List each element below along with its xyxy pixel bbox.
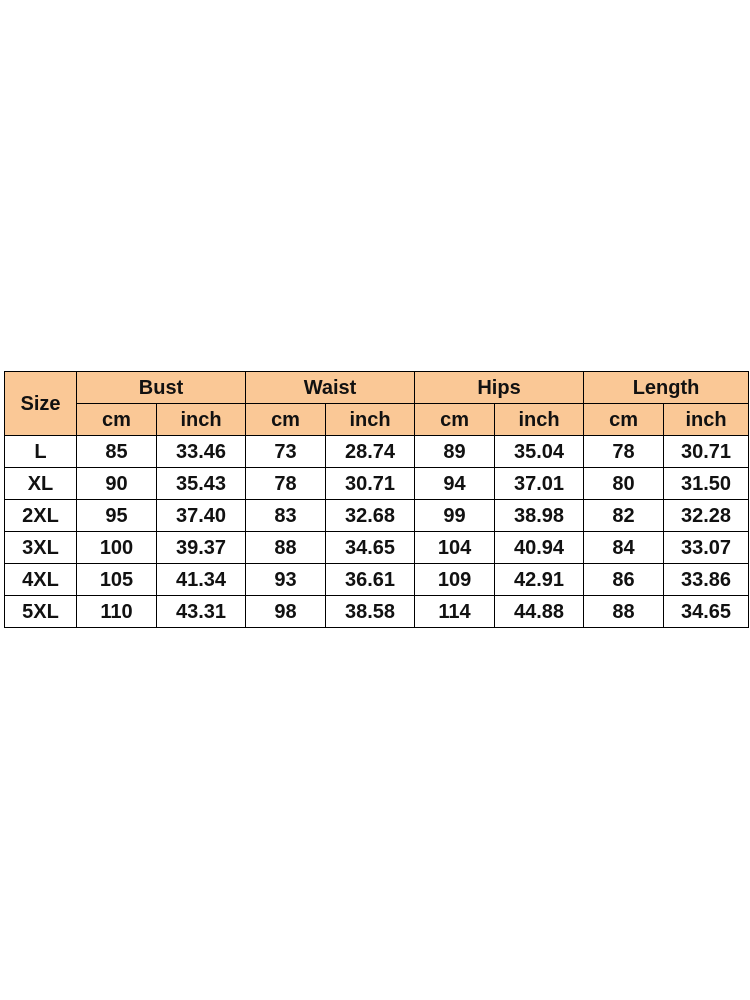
length-cm-cell: 80 xyxy=(584,468,664,500)
bust-cm-cell: 110 xyxy=(77,596,157,628)
waist-inch-cell: 28.74 xyxy=(326,436,415,468)
table-row xyxy=(5,468,749,500)
table-row xyxy=(5,596,749,628)
length-inch-cell: 30.71 xyxy=(664,436,749,468)
hips-cm-cell: 104 xyxy=(415,532,495,564)
hips-cm-cell: 89 xyxy=(415,436,495,468)
bust-inch-cell: 37.40 xyxy=(157,500,246,532)
bust-cm-cell: 85 xyxy=(77,436,157,468)
hips-inch-cell: 38.98 xyxy=(495,500,584,532)
length-inch-cell: 32.28 xyxy=(664,500,749,532)
length-cm-cell: 82 xyxy=(584,500,664,532)
bust-header: Bust xyxy=(77,372,246,404)
length-inch-cell: 34.65 xyxy=(664,596,749,628)
bust-cm-cell: 90 xyxy=(77,468,157,500)
waist-cm-cell: 83 xyxy=(246,500,326,532)
size-cell: 4XL xyxy=(5,564,77,596)
waist-inch-cell: 38.58 xyxy=(326,596,415,628)
unit-header: inch xyxy=(326,404,415,436)
hips-inch-cell: 35.04 xyxy=(495,436,584,468)
table-row xyxy=(5,564,749,596)
waist-cm-cell: 73 xyxy=(246,436,326,468)
hips-inch-cell: 37.01 xyxy=(495,468,584,500)
size-cell: 5XL xyxy=(5,596,77,628)
length-header: Length xyxy=(584,372,749,404)
length-inch-cell: 33.07 xyxy=(664,532,749,564)
size-cell: 2XL xyxy=(5,500,77,532)
bust-inch-cell: 35.43 xyxy=(157,468,246,500)
hips-inch-cell: 42.91 xyxy=(495,564,584,596)
waist-cm-cell: 93 xyxy=(246,564,326,596)
size-cell: L xyxy=(5,436,77,468)
bust-cm-cell: 105 xyxy=(77,564,157,596)
bust-cm-cell: 100 xyxy=(77,532,157,564)
length-cm-cell: 78 xyxy=(584,436,664,468)
length-inch-cell: 31.50 xyxy=(664,468,749,500)
unit-header: inch xyxy=(495,404,584,436)
unit-header: cm xyxy=(77,404,157,436)
bust-inch-cell: 39.37 xyxy=(157,532,246,564)
unit-header: inch xyxy=(157,404,246,436)
unit-header: cm xyxy=(584,404,664,436)
waist-inch-cell: 32.68 xyxy=(326,500,415,532)
header-row-units xyxy=(5,404,749,436)
length-cm-cell: 88 xyxy=(584,596,664,628)
length-cm-cell: 86 xyxy=(584,564,664,596)
size-column-header: Size xyxy=(5,372,77,436)
bust-inch-cell: 43.31 xyxy=(157,596,246,628)
size-cell: XL xyxy=(5,468,77,500)
waist-inch-cell: 30.71 xyxy=(326,468,415,500)
hips-cm-cell: 99 xyxy=(415,500,495,532)
waist-inch-cell: 34.65 xyxy=(326,532,415,564)
hips-cm-cell: 114 xyxy=(415,596,495,628)
length-inch-cell: 33.86 xyxy=(664,564,749,596)
unit-header: inch xyxy=(664,404,749,436)
waist-cm-cell: 98 xyxy=(246,596,326,628)
bust-inch-cell: 41.34 xyxy=(157,564,246,596)
table-row xyxy=(5,500,749,532)
hips-inch-cell: 44.88 xyxy=(495,596,584,628)
hips-inch-cell: 40.94 xyxy=(495,532,584,564)
hips-cm-cell: 94 xyxy=(415,468,495,500)
waist-header: Waist xyxy=(246,372,415,404)
waist-cm-cell: 88 xyxy=(246,532,326,564)
header-row-groups xyxy=(5,372,749,404)
waist-inch-cell: 36.61 xyxy=(326,564,415,596)
waist-cm-cell: 78 xyxy=(246,468,326,500)
table-body xyxy=(5,436,749,628)
unit-header: cm xyxy=(415,404,495,436)
unit-header: cm xyxy=(246,404,326,436)
size-cell: 3XL xyxy=(5,532,77,564)
bust-cm-cell: 95 xyxy=(77,500,157,532)
hips-header: Hips xyxy=(415,372,584,404)
table-row xyxy=(5,436,749,468)
table-header xyxy=(5,372,749,436)
table-row xyxy=(5,532,749,564)
hips-cm-cell: 109 xyxy=(415,564,495,596)
bust-inch-cell: 33.46 xyxy=(157,436,246,468)
length-cm-cell: 84 xyxy=(584,532,664,564)
size-chart-table xyxy=(4,371,749,628)
